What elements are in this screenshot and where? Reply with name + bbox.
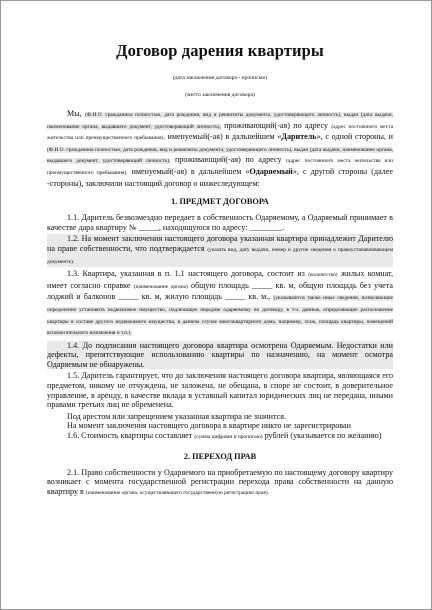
clause-1-6-hint: (сумма цифрами и прописью)	[194, 434, 263, 441]
clause-1-3-text-c: общую площадь _____ кв. м, общую площадь без учета лоджий и балконов _____ кв. м, жилую площадь _____ кв. м.,	[47, 280, 393, 302]
intro-paragraph	[47, 109, 393, 188]
clause-1-5-arrest: Под арестом или запрещением указанная квартира не значится.	[67, 411, 286, 421]
donee-name: Одаряемый	[249, 166, 293, 176]
section-1-heading: 1. ПРЕДМЕТ ДОГОВОРА	[171, 197, 269, 207]
clause-1-5-registration: На момент заключения настоящего договора в квартире никто не зарегистрирован	[67, 421, 351, 431]
clause-1-3-hint-organ: (наименование органа)	[133, 283, 188, 290]
donee-name-post: », с другой стороны (далее -стороны), заключили настоящий договор о нижеследующем:	[47, 166, 393, 188]
clause-1-3-text-b: жилых комнат, имеет согласно справке	[47, 269, 393, 290]
donee-address-hint: (адрес постоянного места жительства или преимущественного пребывания),	[47, 158, 393, 176]
place-placeholder: (место заключения договора)	[185, 92, 255, 98]
clause-1-3-hint-details: (указываются также иные сведения, позволяющие определенно установить недвижимое имущество, подлежащее передаче одаряемому по договору, в т.ч. данные, определяющие расположение квартиры в составе другого недвижимого имущества, в данном случае многоквартирного дома, например, этаж, площадь квартиры, помещений вспомогательного назначения и т.п.).	[47, 295, 393, 337]
clause-1-3-hint-count: (количество)	[308, 272, 338, 279]
section-2-heading: 2. ПЕРЕХОД ПРАВ	[183, 451, 257, 461]
document-title: Договор дарения квартиры	[116, 41, 324, 60]
clause-1-2-hint: (указать вид, дату выдачи, номер и другие сведения о правоустанавливающем документе).	[47, 246, 393, 265]
clause-1-6-text-b: рублей (указывается по желанию)	[264, 431, 382, 441]
donor-address-hint: (адрес постоянного места жительства или преимущественного пребывания),	[47, 123, 393, 142]
clause-1-2	[47, 234, 393, 267]
clause-1-1: 1.1. Даритель безвозмездно передает в собственность Одаряемому, а Одаряемый принимает в качестве дара квартиру № _____, находящуюся по адресу: ________.	[47, 213, 393, 232]
clause-2-1-text: 2.1. Право собственности у Одаряемого на приобретаемую по настоящему договору квартиру возникает с момента государственной регистрации перехода права собственности на данную квартиру в	[47, 467, 393, 496]
date-placeholder: (дата заключения договора - прописью)	[172, 75, 268, 81]
donor-name-post: », с одной стороны, и	[316, 132, 394, 142]
clause-2-1	[47, 468, 393, 499]
donor-hint: (Ф.И.О. гражданина полностью, дата рождения, вид и реквизиты документа, удостоверяющего личность), выдан (дата выдачи, наименование органа, выдавшего документ, удостоверяющий личность),	[47, 112, 393, 130]
clause-2-1-hint: (наименование органа, осуществляющего государственную регистрацию прав).	[85, 489, 270, 496]
clause-1-5: 1.5. Даритель гарантирует, что до заключения настоящего договора квартира, являющаяся его предметом, никому не отчуждена, не заложена, не обещана, в споре не состоит, в доверительное управление, в аренду, в качестве вклада в уставный капитал юридических лиц не передана, иными правами третьих лиц не обременена.	[47, 371, 393, 410]
donor-name-pre: именуемый(-ая) в дальнейшем «	[167, 132, 282, 142]
clause-1-6	[47, 431, 393, 443]
clause-1-3-text-a: 1.3. Квартира, указанная в п. 1.1 настоящего договора, состоит из	[67, 269, 305, 279]
donee-hint: (Ф.И.О. гражданина полностью, дата рождения, вид и реквизиты документа, удостоверяющего личность), выдан (дата выдачи, наименование органа, выдавшего документ, удостоверяющий личность),	[47, 146, 393, 165]
clause-1-6-text-a: 1.6. Стоимость квартиры составляет	[67, 431, 193, 441]
donee-name-pre: именуемый(-ая) в дальнейшем «	[131, 166, 250, 176]
donee-resides: проживающий(-ая) по адресу	[174, 155, 282, 165]
clause-1-4: 1.4. До подписания настоящего договора квартира осмотрена Одаряемым. Недостатки или дефекты, препятствующие использованию квартиры по назначению, на момент осмотра Одаряемым не обнаружены.	[47, 340, 393, 369]
clause-1-2-text: 1.2. На момент заключения настоящего договора указанная квартира принадлежит Дарителю на праве собственности, что подтверждается	[47, 234, 393, 253]
intro-we: Мы,	[67, 109, 82, 118]
donor-resides: проживающий(-ая) по адресу	[224, 120, 329, 130]
donor-name: Даритель	[281, 132, 317, 142]
clause-1-3	[47, 269, 393, 339]
